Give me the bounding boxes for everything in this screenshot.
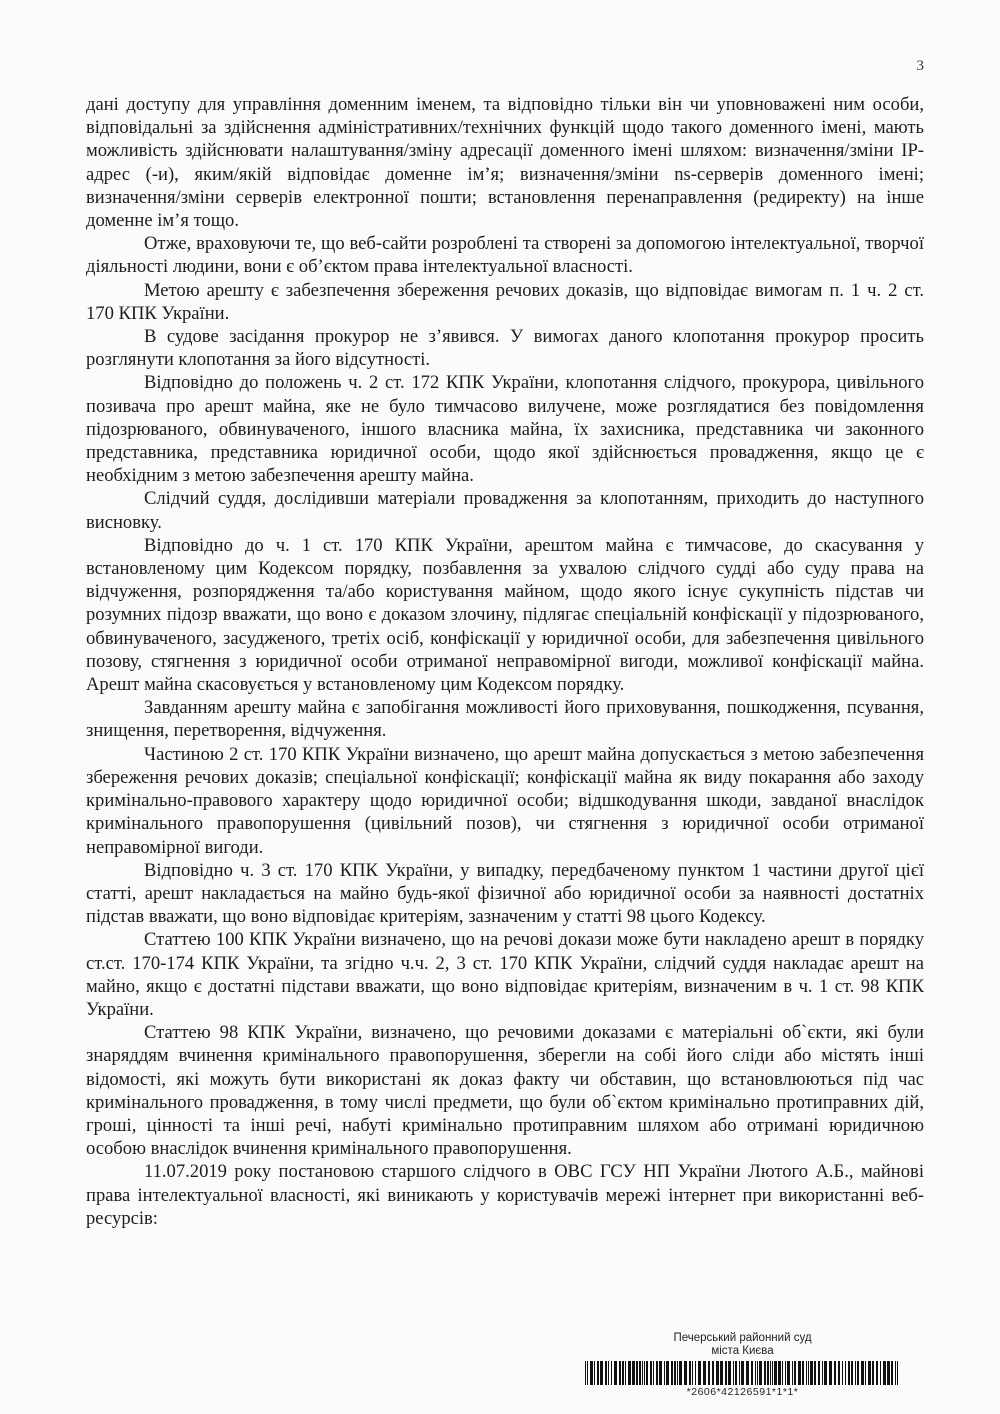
- barcode-bar: [656, 1361, 658, 1385]
- barcode-bar: [674, 1361, 676, 1385]
- barcode-bar: [600, 1361, 603, 1385]
- barcode-bar: [845, 1361, 846, 1385]
- barcode-bar: [619, 1361, 621, 1385]
- barcode-bar: [848, 1361, 850, 1385]
- barcode-bar: [829, 1361, 832, 1385]
- paragraph: В судове засідання прокурор не з’явився. У вимогах даного клопотання прокурор просить розглянути клопотання за його відсутності.: [86, 326, 924, 371]
- paragraph: дані доступу для управління доменним іменем, та відповідно тільки він чи уповноважені ним особи, відповідальні за здійснення адміністративних/технічних функцій щодо такого доменного імені, мають можливість здійснювати налаштування/зміну адресації доменного імені шляхом: визначення/зміни IP-адрес (-и), яким/якій відповідає доменне ім’я; визначення/зміни ns-серверів доменного імені; визначення/зміни серверів електронної пошти; встановлення перенаправлення (редиректу) на інше доменне ім’я тощо.: [86, 94, 924, 232]
- paragraph: Метою арешту є забезпечення збереження речових доказів, що відповідає вимогам п. 1 ч. 2 ст. 170 КПК України.: [86, 279, 924, 324]
- barcode-bar: [720, 1361, 723, 1385]
- barcode-bar: [684, 1361, 687, 1385]
- barcode-bar: [865, 1361, 866, 1385]
- barcode-bar: [585, 1361, 586, 1385]
- paragraph: Завданням арешту майна є запобігання можливості його приховування, пошкодження, псування, знищення, перетворення, відчуження.: [86, 697, 924, 742]
- barcode-bar: [625, 1361, 626, 1385]
- barcode-bar: [887, 1361, 890, 1385]
- barcode-bar: [666, 1361, 669, 1385]
- barcode-bar: [857, 1361, 859, 1385]
- barcode-bar: [597, 1361, 599, 1385]
- barcode-bar: [772, 1361, 773, 1385]
- stamp-city: міста Києва: [711, 1345, 774, 1357]
- barcode-bar: [792, 1361, 793, 1385]
- barcode-bar: [895, 1361, 896, 1385]
- barcode-bar: [708, 1361, 710, 1385]
- barcode-bar: [872, 1361, 874, 1385]
- barcode-bar: [636, 1361, 638, 1385]
- barcode-bar: [733, 1361, 734, 1385]
- barcode-bar: [698, 1361, 701, 1385]
- barcode: [583, 1361, 903, 1385]
- barcode-bar: [767, 1361, 769, 1385]
- barcode-bar: [764, 1361, 766, 1385]
- barcode-bar: [608, 1361, 609, 1385]
- barcode-bar: [861, 1361, 864, 1385]
- barcode-bar: [897, 1361, 898, 1385]
- barcode-bar: [880, 1361, 881, 1385]
- barcode-bar: [644, 1361, 645, 1385]
- barcode-bar: [632, 1361, 635, 1385]
- barcode-bar: [594, 1361, 595, 1385]
- court-stamp: [580, 1332, 905, 1398]
- barcode-bar: [642, 1361, 643, 1385]
- barcode-bar: [725, 1361, 727, 1385]
- barcode-bar: [659, 1361, 662, 1385]
- paragraph: Статтею 98 КПК України, визначено, що речовими доказами є матеріальні об`єкти, які були знаряддям вчинення кримінального правопорушення, зберегли на собі його сліди або містять інші відомості, які можуть бути використані як доказ факту чи обставин, що встановлюються під час кримінального провадження, в тому числі предмети, що були об`єктом кримінально протиправних дій, гроші, цінності та інші речі, набуті кримінально протиправним шляхом або отримані юридичною особою внаслідок вчинення кримінального правопорушення.: [86, 1022, 924, 1160]
- barcode-bar: [808, 1361, 809, 1385]
- barcode-bar: [824, 1361, 827, 1385]
- barcode-bar: [611, 1361, 612, 1385]
- document-body: [86, 93, 924, 1230]
- barcode-bar: [755, 1361, 756, 1385]
- barcode-bar: [716, 1361, 719, 1385]
- barcode-bar: [628, 1361, 631, 1385]
- barcode-bar: [798, 1361, 801, 1385]
- paragraph: Відповідно ч. 3 ст. 170 КПК України, у випадку, передбаченому пунктом 1 частини другої цієї статті, арешт накладається на майно будь-якої фізичної або юридичної особи за наявності достатніх підстав вважати, що воно відповідає критеріям, зазначеним у статті 98 цього Кодексу.: [86, 859, 924, 928]
- barcode-bar: [751, 1361, 753, 1385]
- barcode-bar: [650, 1361, 652, 1385]
- barcode-bar: [692, 1361, 693, 1385]
- barcode-bar: [587, 1361, 588, 1385]
- barcode-bar: [679, 1361, 682, 1385]
- barcode-bar: [622, 1361, 624, 1385]
- barcode-bar: [639, 1361, 641, 1385]
- barcode-bar: [868, 1361, 871, 1385]
- barcode-bar: [838, 1361, 840, 1385]
- barcode-bar: [689, 1361, 691, 1385]
- barcode-bar: [834, 1361, 836, 1385]
- barcode-bar: [653, 1361, 654, 1385]
- stamp-court-name: Печерський районний суд: [673, 1332, 812, 1344]
- paragraph: Слідчий суддя, дослідивши матеріали провадження за клопотанням, приходить до наступного висновку.: [86, 488, 924, 533]
- barcode-bar: [739, 1361, 740, 1385]
- barcode-bar: [703, 1361, 706, 1385]
- page-number: 3: [916, 58, 924, 74]
- barcode-bar: [794, 1361, 796, 1385]
- barcode-bar: [677, 1361, 678, 1385]
- paragraph: Отже, враховуючи те, що веб-сайти розроблені та створені за допомогою інтелектуальної, творчої діяльності людини, вони є об’єктом права інтелектуальної власності.: [86, 233, 924, 278]
- barcode-bar: [671, 1361, 673, 1385]
- barcode-bar: [810, 1361, 813, 1385]
- barcode-bar: [842, 1361, 843, 1385]
- barcode-bar: [778, 1361, 781, 1385]
- barcode-bar: [614, 1361, 617, 1385]
- barcode-bar: [646, 1361, 648, 1385]
- barcode-bar: [782, 1361, 783, 1385]
- barcode-bar: [605, 1361, 607, 1385]
- barcode-bar: [818, 1361, 820, 1385]
- barcode-bar: [891, 1361, 893, 1385]
- barcode-bar: [822, 1361, 823, 1385]
- barcode-bar: [759, 1361, 762, 1385]
- barcode-bar: [664, 1361, 665, 1385]
- paragraph: 11.07.2019 року постановою старшого слідчого в ОВС ГСУ НП України Лютого А.Б., майнові права інтелектуальної власності, які виникають у користувачів мережі інтернет при використанні веб-ресурсів:: [86, 1161, 924, 1229]
- barcode-bar: [746, 1361, 749, 1385]
- barcode-bar: [728, 1361, 731, 1385]
- barcode-bar: [785, 1361, 786, 1385]
- paragraph: Частиною 2 ст. 170 КПК України визначено, що арешт майна допускається з метою забезпечення збереження речових доказів; спеціальної конфіскації; конфіскації майна як виду покарання або заходу кримінально-правового характеру щодо юридичної особи; відшкодування шкоди, завданої внаслідок кримінального правопорушення (цивільний позов), чи стягнення з юридичної особи отриманої неправомірної вигоди.: [86, 743, 924, 858]
- barcode-bar: [806, 1361, 807, 1385]
- barcode-bar: [774, 1361, 777, 1385]
- paragraph: Відповідно до ч. 1 ст. 170 КПК України, арештом майна є тимчасове, до скасування у встановленому цим Кодексом порядку, позбавлення за ухвалою слідчого судді або суду права на відчуження, розпорядження та/або користування майном, щодо якого існує сукупність підстав чи розумних підозр вважати, що воно є доказом злочину, підлягає спеціальній конфіскації у підозрюваного, обвинуваченого, засудженого, третіх осіб, конфіскації у юридичної особи, для забезпечення цивільного позову, стягнення з юридичної особи отриманої неправомірної вигоди, можливої конфіскації майна. Арешт майна скасовується у встановленому цим Кодексом порядку.: [86, 534, 924, 696]
- barcode-bar: [855, 1361, 856, 1385]
- barcode-bar: [883, 1361, 886, 1385]
- barcode-bar: [741, 1361, 744, 1385]
- barcode-bar: [695, 1361, 696, 1385]
- paragraph: Відповідно до положень ч. 2 ст. 172 КПК України, клопотання слідчого, прокурора, цивільного позивача про арешт майна, яке не було тимчасово вилучене, може розглядатися без повідомлення підозрюваного, обвинуваченого, іншого власника майна, їх захисника, представника чи законного представника, представника юридичної особи, щодо якої здійснюється провадження, якщо це є необхідним з метою забезпечення арешту майна.: [86, 372, 924, 487]
- barcode-bar: [770, 1361, 771, 1385]
- barcode-bar: [814, 1361, 816, 1385]
- barcode-bar: [787, 1361, 790, 1385]
- barcode-bar: [712, 1361, 714, 1385]
- barcode-bar: [757, 1361, 758, 1385]
- barcode-bar: [735, 1361, 737, 1385]
- paragraph: Статтею 100 КПК України визначено, що на речові докази може бути накладено арешт в порядку ст.ст. 170-174 КПК України, та згідно ч.ч. 2, 3 ст. 170 КПК України, слідчий суддя накладає арешт на майно, якщо є достатні підстави вважати, що воно відповідає критеріям, визначеним в ч. 1 ст. 98 КПК України.: [86, 929, 924, 1020]
- barcode-bar: [590, 1361, 593, 1385]
- barcode-bar: [851, 1361, 853, 1385]
- barcode-code: *2606*42126591*1*1*: [686, 1386, 799, 1398]
- barcode-bar: [876, 1361, 878, 1385]
- barcode-bar: [802, 1361, 804, 1385]
